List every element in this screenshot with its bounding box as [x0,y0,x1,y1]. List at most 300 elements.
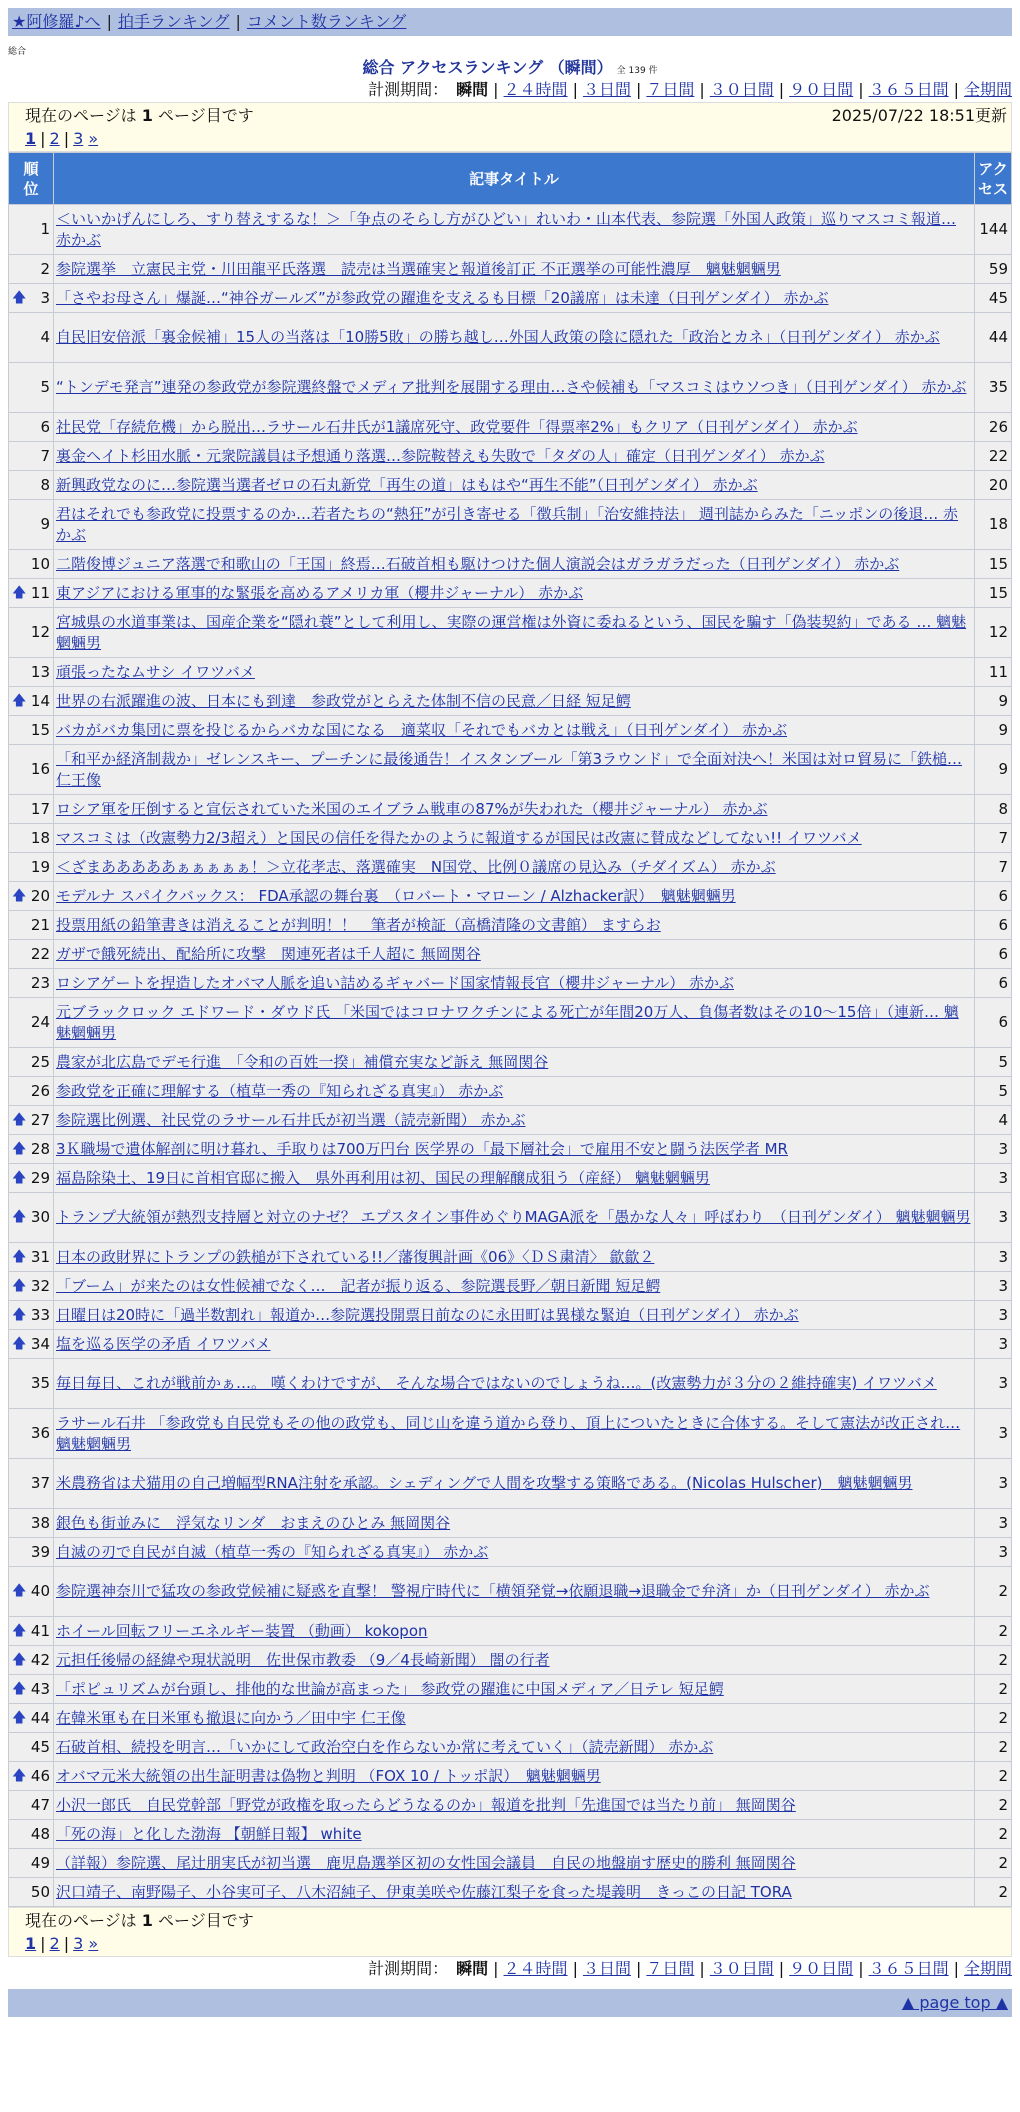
table-row [9,745,1012,795]
article-link[interactable]: 「さやお母さん」爆誕…“神谷ガールズ”が参政党の躍進を支えるも目標「20議席」は未達（日刊ゲンダイ） 赤かぶ [56,288,829,307]
rank-up-arrow-icon: 🡅 [12,289,27,306]
table-row [9,442,1012,471]
table-row [9,579,1012,608]
article-link[interactable]: 投票用紙の鉛筆書きは消えることが判明！！ 筆者が検証（高橋清隆の文書館） ますらお [56,915,661,934]
access-count: 6 [975,940,1012,969]
table-row [9,1330,1012,1359]
rank-number: 1 [40,220,50,238]
title-cell [54,1330,975,1359]
period-link[interactable]: ７日間 [646,1959,695,1978]
rank-cell [9,940,54,969]
article-link[interactable]: 毎日毎日、これが戦前かぁ…。 嘆くわけですが、 そんな場合ではないのでしょうね…。(改憲勢力が３分の２維持確実) イワツバメ [56,1374,937,1392]
access-count: 2 [975,1849,1012,1878]
period-link[interactable]: ３６５日間 [868,80,949,99]
rank-number: 36 [30,1424,50,1442]
table-row [9,998,1012,1048]
rank-cell [9,1459,54,1509]
table-row [9,205,1012,255]
access-count: 3 [975,1459,1012,1509]
article-link[interactable]: 頑張ったなムサシ イワツバメ [56,662,255,681]
table-row [9,1459,1012,1509]
period-link[interactable]: ３日間 [582,1959,631,1978]
period-label: 計測期間： [368,80,449,99]
access-count: 3 [975,1243,1012,1272]
period-separator: | [778,1959,785,1978]
article-link[interactable]: 「死の海」と化した渤海 【朝鮮日報】 white [56,1824,362,1843]
rank-up-arrow-icon: 🡅 [12,1169,27,1186]
table-row [9,313,1012,363]
page-status-prefix: 現在のページは [25,106,137,125]
page-title-text: 総合 アクセスランキング （瞬間） [362,58,613,77]
rank-cell [9,1538,54,1567]
article-link[interactable]: ロシアゲートを捏造したオバマ人脈を追い詰めるギャバード国家情報長官（櫻井ジャーナル） 赤かぶ [56,973,734,992]
access-count: 44 [975,313,1012,363]
article-link[interactable]: （詳報）参院選、尾辻朋実氏が初当選 鹿児島選挙区初の女性国会議員 自民の地盤崩す歴史的勝利 無岡関谷 [56,1853,796,1872]
access-count: 12 [975,608,1012,658]
period-separator: | [858,1959,864,1978]
period-separator: | [635,1959,642,1978]
article-link[interactable]: 石破首相、続投を明言…「いかにして政治空白を作らないか常に考えていく」（読売新聞） 赤かぶ [56,1737,714,1756]
rank-number: 24 [30,1013,50,1031]
period-link[interactable]: ７日間 [646,80,695,99]
rank-up-arrow-icon: 🡅 [12,887,27,904]
period-separator: | [635,80,642,99]
pager-page-link[interactable]: 2 [49,1934,60,1953]
rank-number: 13 [30,662,50,681]
page-status-suffix: ページ目です [158,1911,254,1930]
rank-number: 44 [30,1708,50,1727]
pager-next[interactable]: » [88,1934,99,1953]
rank-up-arrow-icon: 🡅 [12,1335,27,1352]
rank-cell [9,1135,54,1164]
rank-up-arrow-icon: 🡅 [12,692,27,709]
rank-number: 27 [30,1110,50,1129]
rank-cell [9,1243,54,1272]
rank-cell [9,1048,54,1077]
rank-number: 18 [30,828,50,847]
title-cell [54,1878,975,1907]
rank-cell [9,716,54,745]
rank-cell [9,1164,54,1193]
article-link[interactable]: モデルナ スパイクバックス： FDA承認の舞台裏 （ロバート・マローン / Alzhacker訳） 魑魅魍魎男 [56,886,736,905]
title-cell [54,255,975,284]
title-cell [54,1193,975,1243]
rank-cell [9,1359,54,1409]
bottom-bar [8,1989,1012,2017]
period-separator: | [953,1959,959,1978]
title-header: 記事タイトル [54,153,975,205]
rank-cell [9,1704,54,1733]
rank-cell [9,1849,54,1878]
rank-number: 39 [30,1542,50,1561]
period-selector [8,78,1012,102]
rank-cell [9,1762,54,1791]
title-cell [54,363,975,413]
table-row [9,1106,1012,1135]
pagination [25,127,1007,151]
access-count: 2 [975,1675,1012,1704]
article-link[interactable]: 新興政党なのに…参院選当選者ゼロの石丸新党「再生の道」はもはや“再生不能”（日刊ゲンダイ） 赤かぶ [56,475,758,494]
period-link[interactable]: ９０日間 [789,80,854,99]
rank-number: 23 [30,973,50,992]
article-link[interactable]: 参政党を正確に理解する（植草一秀の『知られざる真実』） 赤かぶ [56,1081,504,1100]
access-count: 3 [975,1193,1012,1243]
period-link[interactable]: ３日間 [582,80,631,99]
access-count: 6 [975,969,1012,998]
table-row [9,824,1012,853]
article-link[interactable]: ＜いいかげんにしろ、すり替えするな！＞「争点のそらし方がひどい」れいわ・山本代表、参院選「外国人政策」巡りマスコミ報道… 赤かぶ [56,209,957,249]
rank-up-arrow-icon: 🡅 [12,1767,27,1784]
rank-number: 45 [30,1737,50,1756]
pagination [25,1932,1007,1956]
rank-cell [9,998,54,1048]
article-link[interactable]: バカがバカ集団に票を投じるからバカな国になる 適菜収「それでもバカとは戦え」（日刊ゲンダイ） 赤かぶ [56,720,788,739]
page-title [8,58,1012,78]
pager-page-link[interactable]: 3 [73,129,84,148]
rank-up-arrow-icon: 🡅 [12,1622,27,1639]
access-count: 6 [975,882,1012,911]
rank-number: 33 [30,1305,50,1324]
table-row [9,716,1012,745]
rank-number: 30 [30,1208,50,1226]
period-link[interactable]: ９０日間 [789,1959,854,1978]
table-row [9,658,1012,687]
title-cell [54,284,975,313]
rank-cell [9,363,54,413]
access-count: 15 [975,579,1012,608]
period-link[interactable]: ３６５日間 [868,1959,949,1978]
article-link[interactable]: 「ポピュリズムが台頭し、排他的な世論が高まった」 参政党の躍進に中国メディア／日テレ 短足鰐 [56,1679,724,1698]
article-link[interactable]: ガザで餓死続出、配給所に攻撃 関連死者は千人超に 無岡関谷 [56,944,481,963]
period-link[interactable]: ３０日間 [709,1959,774,1978]
access-count: 3 [975,1164,1012,1193]
access-count: 6 [975,998,1012,1048]
period-separator: | [699,1959,705,1978]
rank-number: 28 [30,1139,50,1158]
page-top-link[interactable]: ▲ page top ▲ [901,1993,1008,2012]
rank-number: 7 [40,446,50,465]
rank-cell [9,500,54,550]
rank-number: 2 [40,259,50,278]
rank-cell [9,579,54,608]
access-count: 3 [975,1330,1012,1359]
access-count: 3 [975,1301,1012,1330]
article-link[interactable]: 東アジアにおける軍事的な緊張を高めるアメリカ軍（櫻井ジャーナル） 赤かぶ [56,583,584,602]
table-row [9,413,1012,442]
rank-number: 25 [30,1052,50,1071]
period-link[interactable]: ２４時間 [503,80,568,99]
title-cell [54,1243,975,1272]
page-status-text [25,1910,1007,1932]
pager-page-link[interactable]: 2 [49,129,60,148]
article-link[interactable]: 自民旧安倍派「裏金候補」15人の当落は「10勝5敗」の勝ち越し…外国人政策の陰に隠れた「政治とカネ」（日刊ゲンダイ） 赤かぶ [56,328,940,346]
rank-cell [9,1567,54,1617]
rank-up-arrow-icon: 🡅 [12,1651,27,1668]
rank-number: 31 [30,1247,50,1266]
rank-cell [9,1301,54,1330]
access-count: 9 [975,745,1012,795]
title-cell [54,911,975,940]
title-cell [54,687,975,716]
access-count: 3 [975,1272,1012,1301]
title-cell [54,1048,975,1077]
title-cell [54,1135,975,1164]
comment-ranking-link[interactable]: コメント数ランキング [246,12,407,31]
pager-separator: | [63,129,70,148]
rank-cell [9,550,54,579]
rank-up-arrow-icon: 🡅 [12,1277,27,1294]
rank-cell [9,1409,54,1459]
table-row [9,1135,1012,1164]
rank-up-arrow-icon: 🡅 [12,1306,27,1323]
rank-number: 40 [30,1582,50,1600]
table-row [9,1704,1012,1733]
access-count: 8 [975,795,1012,824]
rank-cell [9,1106,54,1135]
title-cell [54,550,975,579]
rank-up-arrow-icon: 🡅 [12,1709,27,1726]
article-link[interactable]: 日曜日は20時に「過半数割れ」報道か…参院選投開票日前なのに永田町は異様な緊迫（日刊ゲンダイ） 赤かぶ [56,1305,799,1324]
rank-number: 3 [40,288,50,307]
article-link[interactable]: 小沢一郎氏 自民党幹部「野党が政権を取ったらどうなるのか」報道を批判「先進国では当たり前」 無岡関谷 [56,1795,796,1814]
access-count: 3 [975,1135,1012,1164]
rank-number: 26 [30,1081,50,1100]
rank-number: 41 [30,1621,50,1640]
title-cell [54,1106,975,1135]
article-link[interactable]: トランプ大統領が熱烈支持層と対立のナゼ？ エプスタイン事件めぐりMAGA派を「愚かな人々」呼ばわり （日刊ゲンダイ） 魑魅魍魎男 [56,1208,971,1226]
access-count: 7 [975,853,1012,882]
table-row [9,1567,1012,1617]
title-cell [54,1164,975,1193]
period-link[interactable]: ２４時間 [503,1959,568,1978]
title-cell [54,1359,975,1409]
rank-number: 47 [30,1795,50,1814]
pager-page-link[interactable]: 3 [73,1934,84,1953]
rank-number: 10 [30,554,50,573]
pager-current[interactable]: 1 [25,129,37,148]
rank-cell [9,413,54,442]
article-link[interactable]: 世界の右派躍進の波、日本にも到達 参政党がとらえた体制不信の民意／日経 短足鰐 [56,691,631,710]
title-cell [54,1301,975,1330]
rank-number: 46 [30,1766,50,1785]
rank-cell [9,471,54,500]
pager-separator: | [40,1934,46,1953]
article-link[interactable]: 農家が北広島でデモ行進 「令和の百姓一揆」補償充実など訴え 無岡関谷 [56,1052,549,1071]
title-cell [54,471,975,500]
table-row [9,608,1012,658]
rank-number: 11 [30,583,50,602]
table-row [9,1538,1012,1567]
article-link[interactable]: “トンデモ発言”連発の参政党が参院選終盤でメディア批判を展開する理由…さや候補も「マスコミはウソつき」（日刊ゲンダイ） 赤かぶ [56,378,967,396]
pager-separator: | [40,129,46,148]
rank-cell [9,1675,54,1704]
title-cell [54,442,975,471]
clap-ranking-link[interactable]: 拍手ランキング [117,12,230,31]
page-status-suffix: ページ目です [158,106,254,125]
rank-cell [9,313,54,363]
title-cell [54,608,975,658]
article-link[interactable]: 元担任後帰の経緯や現状説明 佐世保市教委 （9／4長崎新聞） 闇の行者 [56,1650,550,1669]
article-link[interactable]: 3Ｋ職場で遺体解剖に明け暮れ、手取りは700万円台 医学界の「最下層社会」で雇用不安と闘う法医学者 MR [56,1139,788,1158]
table-row [9,1164,1012,1193]
rank-number: 34 [30,1334,50,1353]
table-row [9,255,1012,284]
article-link[interactable]: 社民党「存続危機」から脱出…ラサール石井氏が1議席死守、政党要件「得票率2%」もクリア（日刊ゲンダイ） 赤かぶ [56,417,858,436]
article-link[interactable]: マスコミは（改憲勢力2/3超え）と国民の信任を得たかのように報道するが国民は改憲に賛成などしてない!! イワツバメ [56,828,862,847]
access-count: 2 [975,1617,1012,1646]
article-link[interactable]: ホイール回転フリーエネルギー装置 （動画） kokopon [56,1621,428,1640]
rank-cell [9,1791,54,1820]
rank-cell [9,284,54,313]
article-link[interactable]: 君はそれでも参政党に投票するのか…若者たちの“熱狂”が引き寄せる「徴兵制」「治安維持法」 週刊誌からみた「ニッポンの後退… 赤かぶ [56,504,958,544]
rank-number: 50 [30,1882,50,1901]
title-cell [54,795,975,824]
rank-cell [9,1646,54,1675]
table-row [9,940,1012,969]
rank-cell [9,882,54,911]
article-link[interactable]: 自滅の刃で自民が自滅（植草一秀の『知られざる真実』） 赤かぶ [56,1542,489,1561]
rank-cell [9,608,54,658]
rank-number: 49 [30,1853,50,1872]
access-count: 45 [975,284,1012,313]
period-separator: | [778,80,785,99]
title-cell [54,716,975,745]
article-link[interactable]: 日本の政財界にトランプの鉄槌が下されている!!／藩復興計画《06》〈ＤＳ粛清〉 歙歙２ [56,1247,655,1266]
article-link[interactable]: 元ブラックロック エドワード・ダウド氏 「米国ではコロナワクチンによる死亡が年間20万人、負傷者数はその10～15倍」（連新… 魑魅魍魎男 [56,1002,959,1042]
page-status-number: 1 [141,106,153,125]
pager-current[interactable]: 1 [25,1934,37,1953]
rank-cell [9,1193,54,1243]
rank-cell [9,1733,54,1762]
section-label: 総合 [8,47,27,57]
table-row [9,1617,1012,1646]
access-count: 59 [975,255,1012,284]
access-count: 3 [975,1509,1012,1538]
rank-cell [9,911,54,940]
rank-header: 順位 [9,153,54,205]
article-link[interactable]: ＜ざまあああああぁぁぁぁぁ！＞立花孝志、落選確実 N国党、比例０議席の見込み（チダイズム） 赤かぶ [56,857,776,876]
title-cell [54,1762,975,1791]
period-link[interactable]: ３０日間 [709,80,774,99]
rank-up-arrow-icon: 🡅 [12,1111,27,1128]
access-count: 2 [975,1791,1012,1820]
title-cell [54,745,975,795]
access-count: 2 [975,1567,1012,1617]
total-count: 全 139 件 [616,66,658,76]
title-cell [54,998,975,1048]
rank-cell [9,1330,54,1359]
period-separator: | [493,80,499,99]
rank-number: 48 [30,1824,50,1843]
rank-number: 6 [40,417,50,436]
rank-cell [9,205,54,255]
article-link[interactable]: オバマ元米大統領の出生証明書は偽物と判明 （FOX 10 / トッポ訳） 魑魅魍魎男 [56,1766,601,1785]
access-count: 22 [975,442,1012,471]
table-row [9,911,1012,940]
rank-number: 17 [30,799,50,818]
article-link[interactable]: 参院選神奈川で猛攻の参政党候補に疑惑を直撃！ 警視庁時代に「横領発覚→依願退職→退職金で弁済」か（日刊ゲンダイ） 赤かぶ [56,1582,930,1600]
pager-next[interactable]: » [88,129,99,148]
article-link[interactable]: 参院選比例選、社民党のラサール石井氏が初当選（読売新聞） 赤かぶ [56,1110,526,1129]
page-status-number: 1 [141,1911,153,1930]
rank-up-arrow-icon: 🡅 [12,1209,27,1225]
article-link[interactable]: 福島除染土、19日に首相官邸に搬入 県外再利用は初、国民の理解醸成狙う（産経） 魑魅魍魎男 [56,1168,710,1187]
rank-cell [9,442,54,471]
article-link[interactable]: 塩を巡る医学の矛盾 イワツバメ [56,1334,271,1353]
nav-separator: | [235,12,241,31]
title-cell [54,824,975,853]
rank-up-arrow-icon: 🡅 [12,1680,27,1697]
table-row [9,1193,1012,1243]
title-cell [54,579,975,608]
period-separator: | [572,80,578,99]
access-count: 7 [975,824,1012,853]
period-current: 瞬間 [456,80,489,99]
period-separator: | [858,80,864,99]
article-link[interactable]: 二階俊博ジュニア落選で和歌山の「王国」終焉…石破首相も駆けつけた個人演説会はガラガラだった（日刊ゲンダイ） 赤かぶ [56,554,900,573]
rank-number: 22 [30,944,50,963]
period-separator: | [699,80,705,99]
table-row [9,969,1012,998]
access-count: 2 [975,1646,1012,1675]
access-count: 3 [975,1409,1012,1459]
access-count: 3 [975,1359,1012,1409]
article-link[interactable]: 米農務省は犬猫用の自己増幅型RNA注射を承認。シェディングで人間を攻撃する策略である。(Nicolas Hulscher) 魑魅魍魎男 [56,1474,913,1492]
page-info-box [8,102,1012,152]
article-link[interactable]: 参院選挙 立憲民主党・川田龍平氏落選 読売は当選確実と報道後訂正 不正選挙の可能性濃厚 魑魅魍魎男 [56,259,781,278]
rank-cell [9,1617,54,1646]
page-status-prefix: 現在のページは [25,1911,137,1930]
article-link[interactable]: 沢口靖子、南野陽子、小谷実可子、八木沼純子、伊東美咲や佐藤江梨子を食った堤義明 きっこの日記 TORA [56,1882,792,1901]
article-link[interactable]: 裏金ヘイト杉田水脈・元衆院議員は予想通り落選…参院鞍替えも失敗で「タダの人」確定（日刊ゲンダイ） 赤かぶ [56,446,825,465]
rank-cell [9,1509,54,1538]
top-nav-bar [8,8,1012,36]
article-link[interactable]: 「ブーム」が来たのは女性候補でなく… 記者が振り返る、参院選長野／朝日新聞 短足鰐 [56,1276,661,1295]
rank-cell [9,853,54,882]
title-cell [54,1272,975,1301]
table-row [9,1272,1012,1301]
title-cell [54,1646,975,1675]
article-link[interactable]: 宮城県の水道事業は、国産企業を“隠れ蓑”として利用し、実際の運営権は外資に委ねるという、国民を騙す「偽装契約」である … 魑魅魍魎男 [56,612,967,652]
access-count: 2 [975,1762,1012,1791]
home-link[interactable]: ★阿修羅♪へ [12,12,101,31]
title-cell [54,1538,975,1567]
table-row [9,1791,1012,1820]
table-row [9,1820,1012,1849]
title-cell [54,313,975,363]
table-row [9,1675,1012,1704]
article-link[interactable]: 「和平か経済制裁か」ゼレンスキー、プーチンに最後通告！イスタンブール「第3ラウンド」で全面対決へ！米国は対ロ貿易に「鉄槌… 仁王像 [56,749,963,789]
access-count: 9 [975,716,1012,745]
article-link[interactable]: 在韓米軍も在日米軍も撤退に向かう／田中宇 仁王像 [56,1708,406,1727]
title-cell [54,1409,975,1459]
access-header: アクセス [975,153,1012,205]
period-link[interactable]: 全期間 [963,1959,1012,1978]
title-cell [54,413,975,442]
table-row [9,1409,1012,1459]
table-row [9,471,1012,500]
article-link[interactable]: 銀色も街並みに 浮気なリンダ おまえのひとみ 無岡関谷 [56,1513,451,1532]
article-link[interactable]: ロシア軍を圧倒すると宣伝されていた米国のエイブラム戦車の87%が失われた（櫻井ジャーナル） 赤かぶ [56,799,768,818]
nav-separator: | [106,12,112,31]
article-link[interactable]: ラサール石井 「参政党も自民党もその他の政党も、同じ山を違う道から登り、頂上についたときに合体する。そして憲法が改正され… 魑魅魍魎男 [56,1413,961,1453]
period-link[interactable]: 全期間 [963,80,1012,99]
rank-number: 29 [30,1168,50,1187]
title-cell [54,1791,975,1820]
title-cell [54,1459,975,1509]
access-count: 2 [975,1820,1012,1849]
access-count: 26 [975,413,1012,442]
